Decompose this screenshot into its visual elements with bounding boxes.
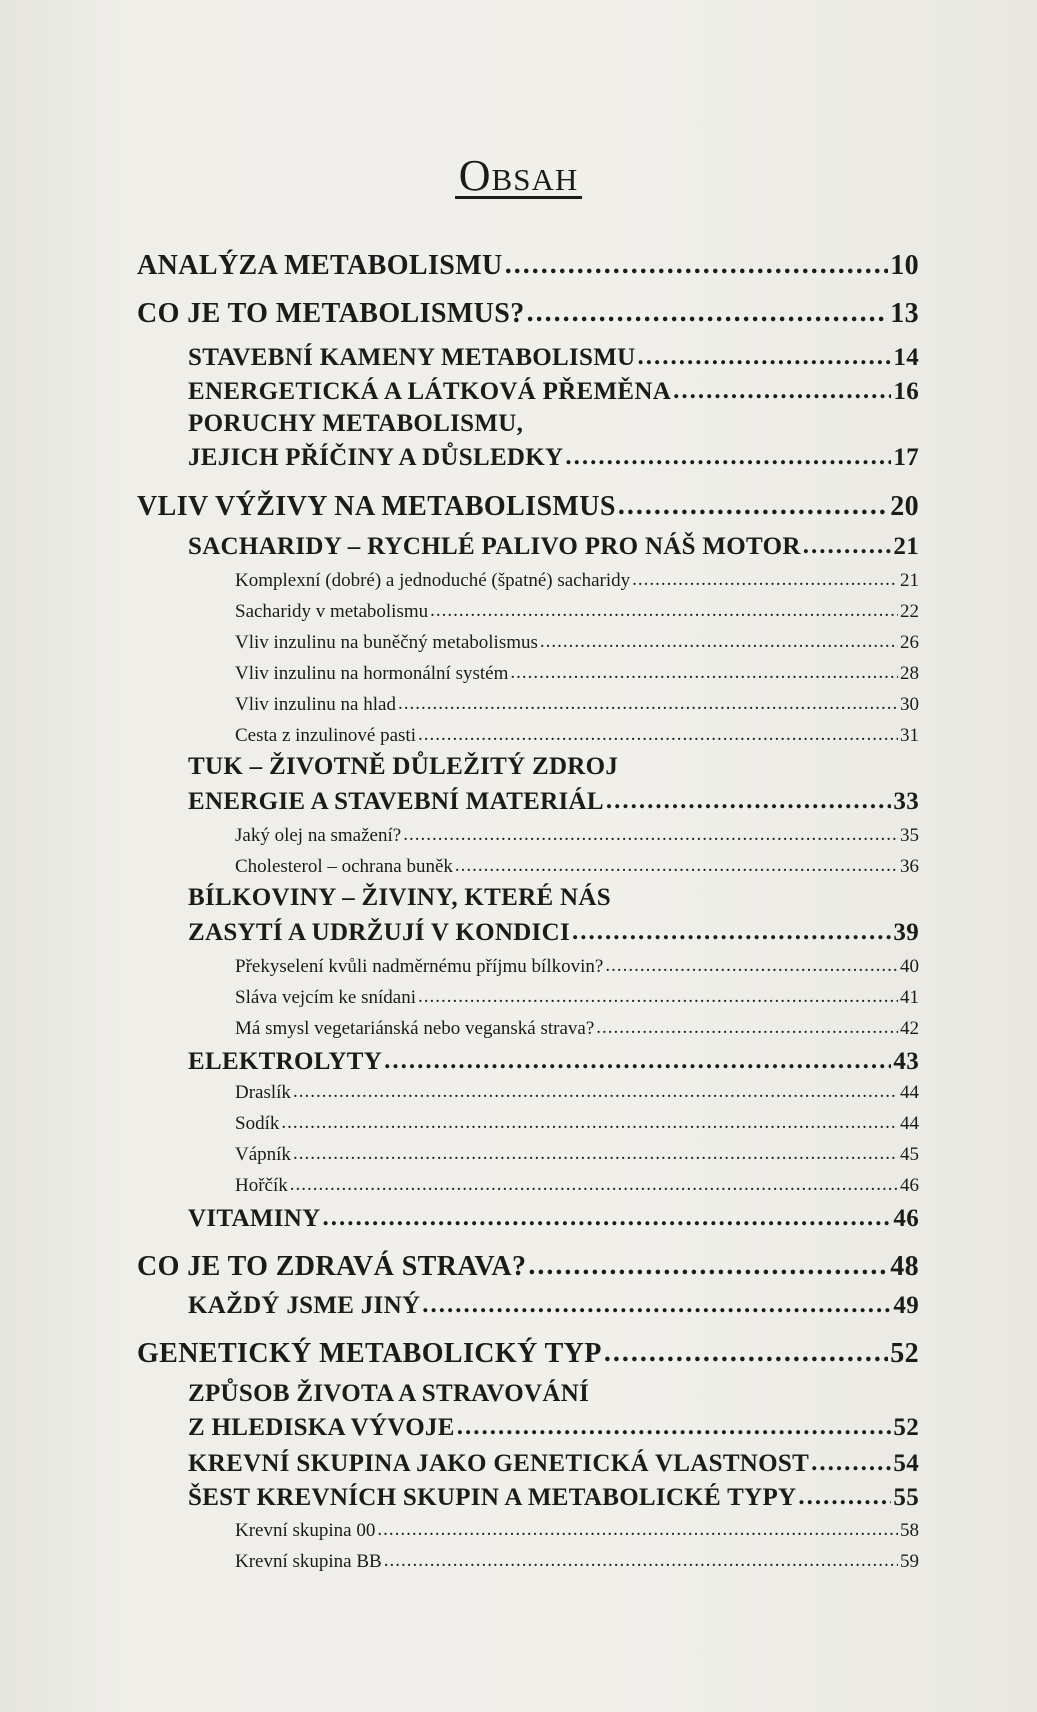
toc-entry-page: 20 [890,491,919,522]
toc-entry-label: KREVNÍ SKUPINA JAKO GENETICKÁ VLASTNOST [188,1450,810,1477]
toc-entry-page: 54 [893,1450,919,1477]
toc-entry-label: CO JE TO ZDRAVÁ STRAVA? [137,1251,527,1282]
toc-entry-label: Z HLEDISKA VÝVOJE [188,1414,455,1441]
toc-entry-label: STAVEBNÍ KAMENY METABOLISMU [188,344,636,371]
toc-entry-label-line: ZPŮSOB ŽIVOTA A STRAVOVÁNÍ [188,1380,590,1407]
toc-entry-page: 22 [900,601,919,622]
toc-entry-label: Draslík [235,1082,291,1103]
dot-leader [528,1250,888,1282]
toc-entry[interactable] [188,1205,919,1233]
toc-entry-page: 58 [900,1520,919,1541]
toc-entry[interactable] [188,1414,919,1442]
toc-entry-label: ZASYTÍ A UDRŽUJÍ V KONDICI [188,919,570,946]
toc-entry-page: 39 [893,919,919,946]
toc-entry[interactable] [188,344,919,372]
toc-entry[interactable] [235,1175,919,1197]
toc-entry-label: Vliv inzulinu na hormonální systém [235,663,509,684]
toc-entry-page: 43 [893,1048,919,1075]
toc-entry-label: Krevní skupina 00 [235,1520,376,1541]
toc-entry-page: 52 [890,1338,919,1369]
toc-entry-label: Cesta z inzulinové pasti [235,725,416,746]
toc-entry-page: 44 [900,1113,919,1134]
dot-leader [398,693,898,715]
dot-leader [323,1204,892,1232]
page-title: Obsah [0,150,1037,201]
toc-entry-label: VLIV VÝŽIVY NA METABOLISMUS [137,491,616,522]
dot-leader [418,724,898,746]
toc-entry-page: 35 [900,825,919,846]
toc-entry-label: Krevní skupina BB [235,1551,382,1572]
toc-entry[interactable] [235,694,919,716]
toc-entry-label: ELEKTROLYTY [188,1048,383,1075]
toc-entry[interactable] [188,1292,919,1320]
toc-entry-label: Komplexní (dobré) a jednoduché (špatné) sacharidy [235,570,631,591]
toc-entry-label: SACHARIDY – RYCHLÉ PALIVO PRO NÁŠ MOTOR [188,533,801,560]
toc-entry-page: 44 [900,1082,919,1103]
toc-entry-label: Vliv inzulinu na hlad [235,694,396,715]
toc-entry-label: Sodík [235,1113,280,1134]
dot-leader [457,1413,892,1441]
toc-entry[interactable] [188,378,919,406]
dot-leader [455,855,898,877]
toc-entry-label: Vápník [235,1144,291,1165]
dot-leader [572,918,891,946]
toc-entry[interactable] [235,825,919,847]
dot-leader [803,532,892,560]
toc-entry-page: 42 [900,1018,919,1039]
toc-entry-page: 17 [893,444,919,471]
toc-entry[interactable] [137,1338,919,1370]
toc-entry[interactable] [235,956,919,978]
toc-entry[interactable] [188,1484,919,1512]
toc-entry[interactable] [137,250,919,282]
toc-entry-page: 21 [900,570,919,591]
toc-entry-label: Sláva vejcím ke snídani [235,987,416,1008]
toc-entry-label: Jaký olej na smažení? [235,825,402,846]
toc-entry-label: GENETICKÝ METABOLICKÝ TYP [137,1338,602,1369]
toc-entry-label: ŠEST KREVNÍCH SKUPIN A METABOLICKÉ TYPY [188,1484,797,1511]
dot-leader [505,249,889,281]
dot-leader [384,1047,891,1075]
dot-leader [798,1483,891,1511]
toc-entry-page: 26 [900,632,919,653]
toc-entry-page: 46 [900,1175,919,1196]
toc-entry-page: 13 [890,298,919,329]
toc-entry[interactable] [235,663,919,685]
toc-entry[interactable] [235,1551,919,1573]
toc-entry-label-line: TUK – ŽIVOTNĚ DŮLEŽITÝ ZDROJ [188,753,619,780]
toc-entry-label-line: BÍLKOVINY – ŽIVINY, KTERÉ NÁS [188,884,611,911]
dot-leader [673,377,891,405]
toc-entry[interactable] [235,1113,919,1135]
toc-entry[interactable] [188,533,919,561]
toc-entry[interactable] [188,1048,919,1076]
toc-entry-page: 41 [900,987,919,1008]
toc-entry-label: KAŽDÝ JSME JINÝ [188,1292,421,1319]
dot-leader [632,569,898,591]
toc-entry[interactable] [235,1144,919,1166]
toc-entry[interactable] [235,987,919,1009]
dot-leader [422,1291,891,1319]
dot-leader [527,297,889,329]
toc-entry-page: 30 [900,694,919,715]
dot-leader [638,343,892,371]
dot-leader [377,1519,898,1541]
toc-entry[interactable] [137,1251,919,1283]
toc-entry-label: CO JE TO METABOLISMUS? [137,298,525,329]
toc-entry-page: 33 [893,788,919,815]
toc-entry-page: 48 [890,1251,919,1282]
dot-leader [811,1449,891,1477]
toc-entry-page: 36 [900,856,919,877]
dot-leader [606,787,892,815]
toc-entry[interactable] [235,1082,919,1104]
dot-leader [290,1174,898,1196]
toc-entry[interactable] [188,788,919,816]
toc-entry[interactable] [235,856,919,878]
toc-entry-label: Má smysl vegetariánská nebo veganská strava? [235,1018,595,1039]
dot-leader [605,955,898,977]
toc-entry[interactable] [235,601,919,623]
toc-entry-page: 52 [893,1414,919,1441]
dot-leader [293,1081,898,1103]
toc-entry-label: JEJICH PŘÍČINY A DŮSLEDKY [188,444,564,471]
toc-entry-label-line: PORUCHY METABOLISMU, [188,410,524,437]
toc-entry[interactable] [188,1450,919,1478]
toc-entry-page: 16 [893,378,919,405]
dot-leader [293,1143,898,1165]
toc-entry-label: ENERGIE A STAVEBNÍ MATERIÁL [188,788,604,815]
dot-leader [596,1017,898,1039]
toc-entry-page: 28 [900,663,919,684]
toc-entry-label: Cholesterol – ochrana buněk [235,856,453,877]
toc-entry-label: VITAMINY [188,1205,321,1232]
toc-entry-page: 59 [900,1551,919,1572]
toc-entry-page: 21 [893,533,919,560]
toc-entry[interactable] [188,444,919,472]
dot-leader [281,1112,898,1134]
dot-leader [430,600,898,622]
dot-leader [565,443,891,471]
dot-leader [604,1337,888,1369]
toc-entry[interactable] [235,1520,919,1542]
toc-entry-label: Vliv inzulinu na buněčný metabolismus [235,632,538,653]
toc-entry[interactable] [137,491,919,523]
toc-entry-page: 14 [893,344,919,371]
toc-entry[interactable] [235,632,919,654]
toc-entry-label: ENERGETICKÁ A LÁTKOVÁ PŘEMĚNA [188,378,672,405]
toc-entry[interactable] [137,298,919,330]
toc-entry-page: 31 [900,725,919,746]
toc-entry-page: 40 [900,956,919,977]
dot-leader [384,1550,898,1572]
toc-entry[interactable] [235,1018,919,1040]
dot-leader [403,824,898,846]
toc-entry-page: 55 [893,1484,919,1511]
dot-leader [510,662,898,684]
dot-leader [618,490,888,522]
dot-leader [540,631,898,653]
toc-entry[interactable] [188,919,919,947]
toc-entry[interactable] [235,725,919,747]
toc-entry[interactable] [235,570,919,592]
toc-entry-label: Překyselení kvůli nadměrnému příjmu bílkovin? [235,956,604,977]
toc-entry-page: 49 [893,1292,919,1319]
toc-entry-label: ANALÝZA METABOLISMU [137,250,503,281]
toc-entry-label: Hořčík [235,1175,288,1196]
toc-entry-page: 45 [900,1144,919,1165]
toc-entry-label: Sacharidy v metabolismu [235,601,429,622]
toc-entry-page: 10 [890,250,919,281]
toc-entry-page: 46 [893,1205,919,1232]
dot-leader [418,986,898,1008]
